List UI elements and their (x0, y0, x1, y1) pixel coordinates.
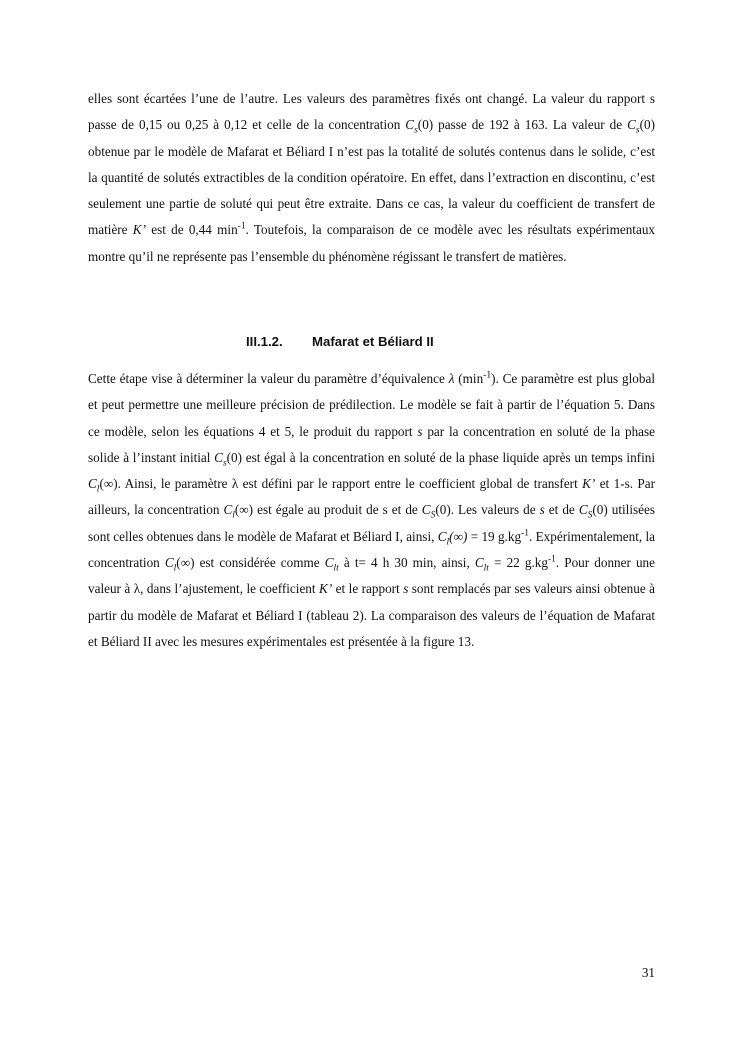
variable-cl: $C_l$ (88, 476, 100, 495)
variable-cl-infinity: $C_l(\infty)$ (437, 528, 468, 548)
paragraph-1 (88, 86, 655, 270)
paragraph-text: (0) passe de 192 à 163. La valeur de (417, 117, 628, 133)
variable-k-prime: K’ (319, 581, 333, 597)
paragraph-text: à t= 4 h 30 min, ainsi, (338, 555, 475, 571)
paragraph-2 (88, 366, 655, 655)
variable-cs-upper: $C_S$ (578, 502, 593, 522)
variable-s: s (539, 502, 545, 518)
superscript-minus-one: -1 (237, 222, 246, 233)
section-number: III.1.2. (246, 334, 283, 349)
paragraph-text: ). Ce paramètre est plus global et peut permettre une meilleure précision de prédilection. Le modèle se fait à partir de l’équation 5. Dans ce modèle, selon les équations 4 et 5, le produit du rapport (88, 371, 655, 439)
section-heading (246, 332, 434, 352)
paragraph-text: et 1-s. Par ailleurs, la concentration (88, 476, 655, 518)
paragraph-text: sont remplacés par ses valeurs ainsi obtenue à partir du modèle de Mafarat et Béliard I (tableau 2). La comparaison des valeurs de l’équation de Mafarat et Béliard II avec les mesures expérimentales est présentée à la figure 13. (88, 581, 655, 649)
variable-lambda: λ (448, 371, 455, 386)
page-number: 31 (641, 965, 655, 980)
paragraph-text: par la concentration en soluté de la phase solide à l’instant initial (88, 423, 655, 465)
variable-s: s (417, 423, 423, 439)
variable-clt: $C_{lt}$ (474, 555, 489, 574)
paragraph-text: (0) utilisées sont celles obtenues dans le modèle de Mafarat et Béliard I, ainsi, (88, 502, 655, 544)
paragraph-text: = 19 g.kg (467, 528, 522, 544)
variable-cs: $C_s$ (627, 117, 640, 136)
variable-clt: $C_{lt}$ (324, 555, 339, 574)
paragraph-text: est de 0,44 min (145, 222, 238, 238)
paragraph-text: . Toutefois, la comparaison de ce modèle avec les résultats expérimentaux montre qu’il ne représente pas l’ensemble du phénomène régissant le transfert de matières. (88, 222, 656, 264)
variable-k-prime: K’ (582, 476, 596, 492)
paragraph-text: et le rapport (332, 581, 404, 597)
paragraph-text: (∞) est égale au produit de s et de (234, 502, 422, 518)
variable-cs: $C_s$ (214, 449, 227, 469)
paragraph-text: (∞). Ainsi, le paramètre λ est défini par le rapport entre le coefficient global de transfert (99, 476, 583, 492)
superscript-minus-one: -1 (483, 370, 492, 381)
variable-cl: $C_l$ (223, 502, 235, 522)
paragraph-text: (0). Les valeurs de (435, 502, 540, 518)
variable-cs: $C_s$ (405, 117, 418, 136)
variable-cl: $C_l$ (164, 555, 177, 574)
paragraph-text: . Expérimentalement, la concentration (88, 528, 655, 571)
paragraph-text: (0) est égal à la concentration en soluté de la phase liquide après un temps infini (226, 449, 655, 465)
paragraph-text: Cette étape vise à déterminer la valeur du paramètre d’équivalence (88, 371, 449, 386)
paragraph-text: = 22 g.kg (488, 555, 548, 571)
superscript-minus-one: -1 (547, 554, 556, 565)
variable-cs-upper: $C_S$ (421, 502, 436, 522)
variable-s: s (403, 581, 409, 597)
paragraph-text: (0) obtenue par le modèle de Mafarat et Béliard I n’est pas la totalité de solutés contenus dans le solide, c’est la quantité de solutés extractibles de la condition opératoire. En effet, dans l’extraction en discontinu, c’est seulement une partie de soluté qui peut être extraite. Dans ce cas, la valeur du coefficient de transfert de matière (88, 117, 655, 238)
paragraph-text: (min (454, 371, 484, 386)
section-title: Mafarat et Béliard II (312, 334, 434, 349)
variable-k-prime: K’ (132, 222, 146, 238)
superscript-minus-one: -1 (521, 528, 529, 539)
paragraph-text: et de (544, 502, 579, 518)
paragraph-text: . Pour donner une valeur à λ, dans l’ajustement, le coefficient (88, 555, 656, 597)
paragraph-text: (∞) est considérée comme (176, 555, 325, 571)
paragraph-text: elles sont écartées l’une de l’autre. Les valeurs des paramètres fixés ont changé. La valeur du rapport s passe de 0,15 ou 0,25 à 0,12 et celle de la concentration (88, 91, 655, 133)
